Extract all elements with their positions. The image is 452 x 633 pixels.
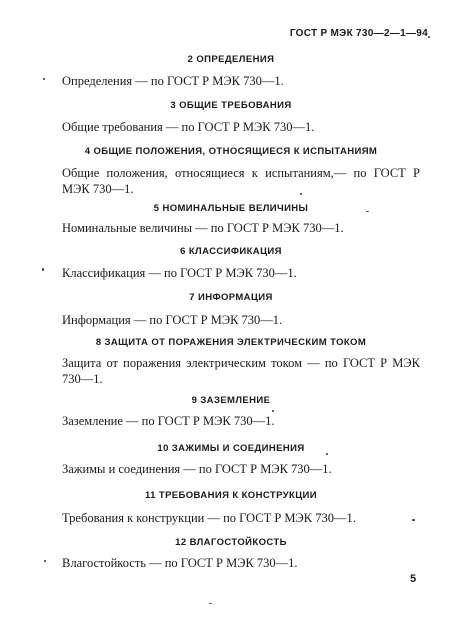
section-moisture-resistance xyxy=(0,537,452,548)
section-heading: 4 ОБЩИЕ ПОЛОЖЕНИЯ, ОТНОСЯЩИЕСЯ К ИСПЫТАНИЯМ xyxy=(84,146,378,157)
section-shock-protection xyxy=(0,337,452,348)
section-body: Общие требования — по ГОСТ Р МЭК 730—1. xyxy=(62,120,315,134)
section-body: Влагостойкость — по ГОСТ Р МЭК 730—1. xyxy=(62,556,298,570)
section-test-general xyxy=(0,146,452,157)
section-body: Классификация — по ГОСТ Р МЭК 730—1. xyxy=(62,266,297,280)
section-heading: 7 ИНФОРМАЦИЯ xyxy=(189,292,273,303)
section-heading: 10 ЗАЖИМЫ И СОЕДИНЕНИЯ xyxy=(157,443,305,454)
page-mark: 5 xyxy=(410,573,417,585)
scan-speck xyxy=(272,410,274,412)
scan-speck xyxy=(44,560,46,562)
section-earthing xyxy=(0,395,452,406)
running-header: ГОСТ Р МЭК 730—2—1—94 xyxy=(289,28,428,39)
section-heading: 5 НОМИНАЛЬНЫЕ ВЕЛИЧИНЫ xyxy=(153,203,309,214)
scan-speck xyxy=(300,193,302,195)
scan-speck xyxy=(209,603,212,604)
section-definitions xyxy=(0,54,452,65)
section-heading: 2 ОПРЕДЕЛЕНИЯ xyxy=(187,54,275,65)
section-body: Информация — по ГОСТ Р МЭК 730—1. xyxy=(62,313,283,327)
scan-speck xyxy=(412,519,415,521)
section-body: Защита от поражения электрическим током — по ГОСТ Р МЭК 730—1. xyxy=(62,356,420,386)
section-terminals xyxy=(0,443,452,454)
section-body: Номинальные величины — по ГОСТ Р МЭК 730—1. xyxy=(62,221,344,235)
section-information xyxy=(0,292,452,303)
section-heading: 6 КЛАССИФИКАЦИЯ xyxy=(180,246,282,257)
section-body: Зажимы и соединения — по ГОСТ Р МЭК 730—1. xyxy=(62,462,332,476)
section-ratings xyxy=(0,203,452,214)
scan-speck xyxy=(42,268,44,271)
section-construction xyxy=(0,490,452,501)
section-heading: 12 ВЛАГОСТОЙКОСТЬ xyxy=(175,537,287,548)
section-body: Общие положения, относящиеся к испытаниям,— по ГОСТ Р МЭК 730—1. xyxy=(62,166,420,196)
section-body: Заземление — по ГОСТ Р МЭК 730—1. xyxy=(62,414,275,428)
section-heading: 8 ЗАЩИТА ОТ ПОРАЖЕНИЯ ЭЛЕКТРИЧЕСКИМ ТОКОМ xyxy=(95,337,367,348)
section-general-requirements xyxy=(0,100,452,111)
scan-speck xyxy=(366,211,369,212)
scan-speck xyxy=(43,78,45,80)
section-body: Определения — по ГОСТ Р МЭК 730—1. xyxy=(62,74,284,88)
section-heading: 9 ЗАЗЕМЛЕНИЕ xyxy=(191,395,271,406)
section-heading: 3 ОБЩИЕ ТРЕБОВАНИЯ xyxy=(170,100,292,111)
section-body: Требования к конструкции — по ГОСТ Р МЭК 730—1. xyxy=(62,511,356,525)
section-classification xyxy=(0,246,452,257)
section-heading: 11 ТРЕБОВАНИЯ К КОНСТРУКЦИИ xyxy=(144,490,317,501)
scan-speck xyxy=(326,453,328,455)
scan-speck xyxy=(428,36,430,38)
